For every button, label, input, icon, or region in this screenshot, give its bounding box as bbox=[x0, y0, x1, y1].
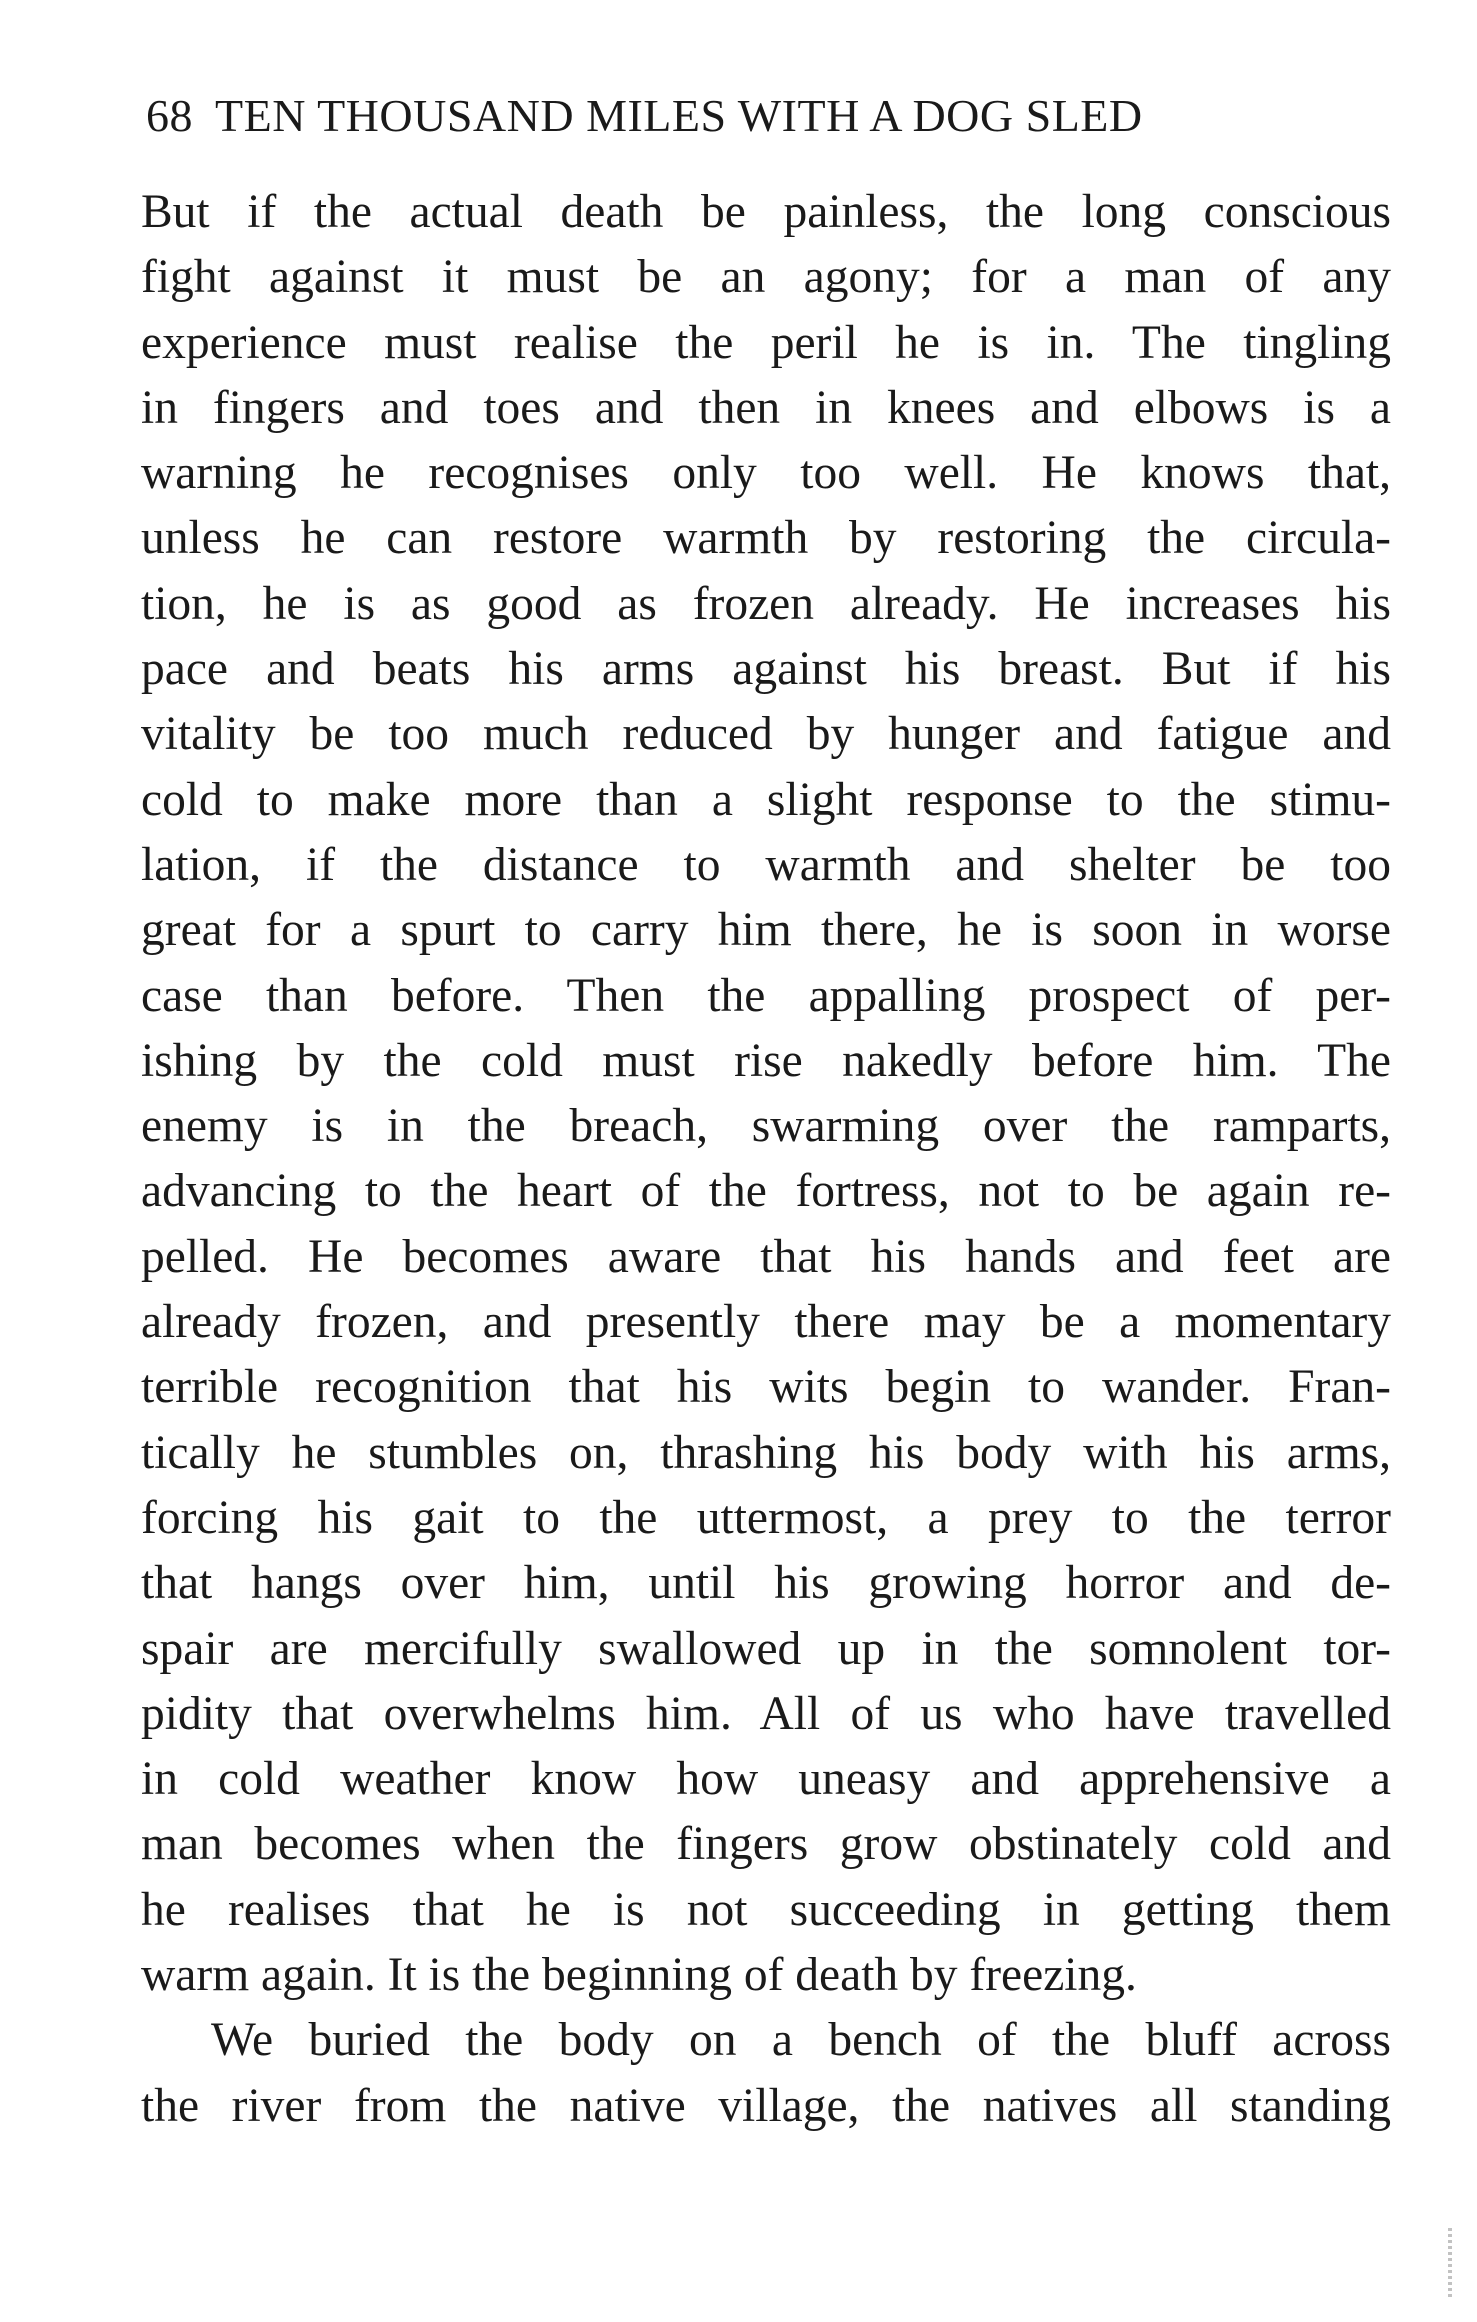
body-text bbox=[141, 180, 1391, 2139]
text-line: We buried the body on a bench of the bluff across bbox=[211, 2014, 1391, 2067]
text-line: vitality be too much reduced by hunger and fatigue and bbox=[141, 708, 1391, 761]
paragraph bbox=[141, 2008, 1391, 2139]
text-line: But if the actual death be painless, the long conscious bbox=[141, 186, 1391, 238]
text-line: in cold weather know how uneasy and apprehensive a bbox=[141, 1753, 1391, 1806]
text-line: already frozen, and presently there may be a momentary bbox=[141, 1296, 1391, 1349]
text-line: man becomes when the fingers grow obstinately cold and bbox=[141, 1818, 1391, 1871]
text-line: unless he can restore warmth by restoring the circula- bbox=[141, 512, 1391, 565]
page-number: 68 bbox=[146, 90, 193, 141]
text-line: terrible recognition that his wits begin to wander. Fran- bbox=[141, 1361, 1391, 1414]
text-line: enemy is in the breach, swarming over the ramparts, bbox=[141, 1100, 1391, 1153]
text-line: warning he recognises only too well. He knows that, bbox=[141, 447, 1391, 500]
running-title: TEN THOUSAND MILES WITH A DOG SLED bbox=[215, 90, 1143, 141]
text-line: great for a spurt to carry him there, he is soon in worse bbox=[141, 904, 1391, 957]
paragraph bbox=[141, 180, 1391, 2008]
text-line: he realises that he is not succeeding in getting them bbox=[141, 1883, 1391, 1936]
text-line: lation, if the distance to warmth and shelter be too bbox=[141, 838, 1391, 891]
text-line: fight against it must be an agony; for a man of any bbox=[141, 251, 1391, 304]
text-line: experience must realise the peril he is in. The tingling bbox=[141, 316, 1391, 369]
text-line: the river from the native village, the natives all standing bbox=[141, 2079, 1391, 2132]
text-line: warm again. It is the beginning of death by freezing. bbox=[141, 1949, 1137, 2002]
text-line: spair are mercifully swallowed up in the somnolent tor- bbox=[141, 1622, 1391, 1675]
text-line: forcing his gait to the uttermost, a prey to the terror bbox=[141, 1491, 1391, 1544]
text-line: cold to make more than a slight response to the stimu- bbox=[141, 773, 1391, 826]
text-line: pelled. He becomes aware that his hands and feet are bbox=[141, 1230, 1391, 1283]
text-line: tion, he is as good as frozen already. He increases his bbox=[141, 577, 1391, 630]
scan-edge-artifact bbox=[1448, 2228, 1452, 2298]
text-line: case than before. Then the appalling prospect of per- bbox=[141, 969, 1391, 1022]
text-line: tically he stumbles on, thrashing his body with his arms, bbox=[141, 1426, 1391, 1479]
text-line: ishing by the cold must rise nakedly before him. The bbox=[141, 1034, 1391, 1087]
running-head bbox=[146, 86, 1396, 146]
text-line: that hangs over him, until his growing horror and de- bbox=[141, 1557, 1391, 1610]
text-line: in fingers and toes and then in knees and elbows is a bbox=[141, 381, 1391, 434]
text-line: pidity that overwhelms him. All of us who have travelled bbox=[141, 1687, 1391, 1740]
text-line: advancing to the heart of the fortress, not to be again re- bbox=[141, 1165, 1391, 1218]
text-line: pace and beats his arms against his breast. But if his bbox=[141, 643, 1391, 696]
